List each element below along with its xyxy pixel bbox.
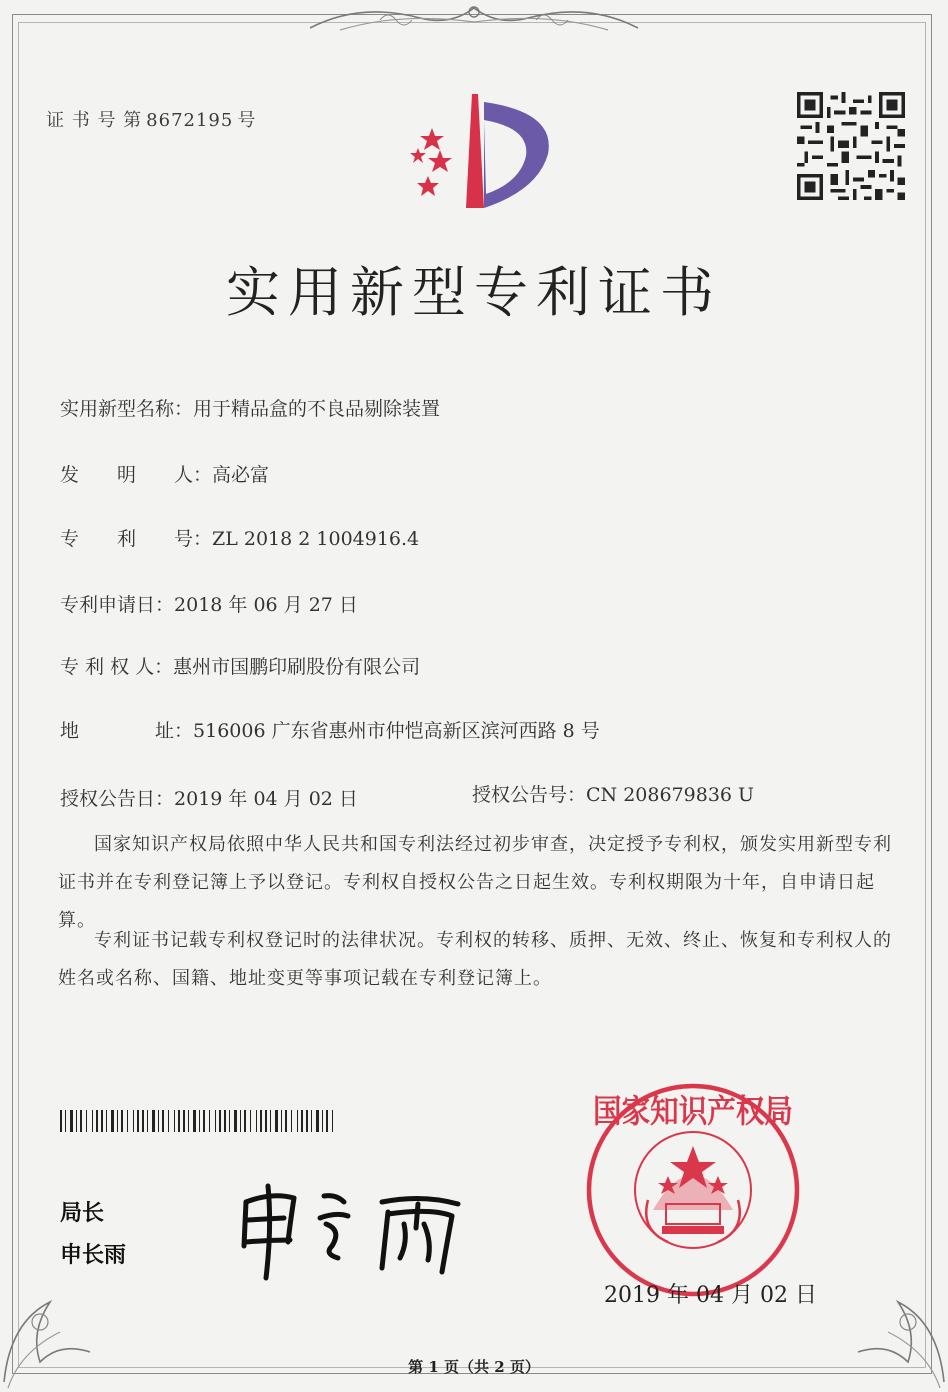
field-label: 专 利 权 人： (60, 656, 174, 678)
field-grant-number (472, 780, 754, 807)
cnipa-logo-icon (388, 90, 558, 216)
seal-text: 国家知识产权局 (593, 1092, 793, 1130)
field-label: 授权公告号： (472, 784, 587, 806)
field-label: 专利申请日： (60, 594, 175, 616)
field-label: 发 明 人： (60, 464, 213, 486)
certificate-number (46, 106, 260, 132)
field-value: 516006 广东省惠州市仲恺高新区滨河西路 8 号 (193, 720, 600, 742)
field-application-date (60, 590, 358, 617)
field-value: CN 208679836 U (586, 784, 755, 806)
field-label: 地 址： (60, 720, 194, 742)
field-label: 专 利 号： (60, 528, 213, 550)
field-patent-number (60, 524, 419, 551)
top-ornament (300, 0, 648, 34)
field-value: 2018 年 06 月 27 日 (174, 594, 358, 616)
field-value: 2019 年 04 月 02 日 (174, 788, 358, 810)
page-number: 第 1 页（共 2 页） (408, 1358, 540, 1376)
field-label: 授权公告日： (60, 788, 175, 810)
barcode (60, 1110, 338, 1132)
page-title: 实用新型专利证书 (226, 261, 722, 324)
field-label: 实用新型名称： (60, 398, 194, 420)
certificate-number-value: 8672195 (146, 110, 234, 131)
field-grant-date (60, 784, 358, 811)
field-inventor (60, 460, 269, 487)
field-utility-model-name (60, 394, 440, 421)
certificate-number-label: 证 书 号 第 (46, 110, 143, 131)
qr-code (796, 92, 906, 200)
certificate-number-suffix: 号 (237, 110, 257, 131)
field-value: 用于精品盒的不良品剔除装置 (193, 398, 441, 420)
field-address (60, 716, 600, 743)
seal-date: 2019 年 04 月 02 日 (604, 1283, 817, 1308)
director-name: 申长雨 (60, 1243, 127, 1268)
field-value: 高必富 (212, 464, 270, 486)
paragraph-legal-status: 专利证书记载专利权登记时的法律状况。专利权的转移、质押、无效、终止、恢复和专利权人的姓名或名称、国籍、地址变更等事项记载在专利登记簿上。 (58, 930, 892, 989)
director-signature (232, 1168, 492, 1288)
paragraph-grant-statement: 国家知识产权局依照中华人民共和国专利法经过初步审查，决定授予专利权，颁发实用新型专利证书并在专利登记簿上予以登记。专利权自授权公告之日起生效。专利权期限为十年，自申请日起算。 (58, 834, 892, 931)
field-value: 惠州市国鹏印刷股份有限公司 (173, 656, 421, 678)
field-value: ZL 2018 2 1004916.4 (212, 528, 420, 550)
official-seal (568, 1080, 818, 1300)
director-title: 局长 (60, 1201, 105, 1226)
field-patentee (60, 652, 420, 679)
